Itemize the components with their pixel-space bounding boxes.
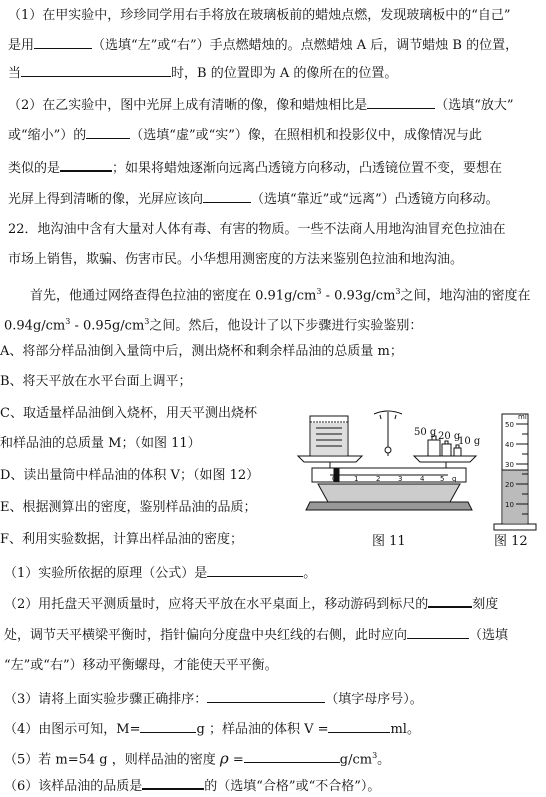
weight-label: 50 g xyxy=(414,427,437,438)
text-line: 光屏上得到清晰的像，光屏应该向 （选填“靠近”或“远离”）凸透镜方向移动。 xyxy=(8,188,499,210)
answer-blank[interactable] xyxy=(207,562,303,577)
answer-blank[interactable] xyxy=(140,718,196,733)
text-line: 当 时，B 的位置即为 A 的像所在的位置。 xyxy=(8,62,397,84)
svg-text:50: 50 xyxy=(505,421,514,429)
answer-blank[interactable] xyxy=(86,124,130,139)
step-a: A、将部分样品油倒入量筒中后，测出烧杯和剩余样品油的总质量 m； xyxy=(0,344,403,359)
measuring-cylinder-figure xyxy=(488,410,540,536)
step-c-cont: 和样品油的总质量 M；（如图 11） xyxy=(0,436,201,451)
answer-blank[interactable] xyxy=(34,34,92,49)
answer-blank[interactable] xyxy=(244,748,340,763)
question-heading: 22．地沟油中含有大量对人体有毒、有害的物质。一些不法商人用地沟油冒充色拉油在 xyxy=(8,222,506,237)
step-c: C、取适量样品油倒入烧杯，用天平测出烧杯 xyxy=(0,406,257,421)
answer-blank[interactable] xyxy=(428,592,472,608)
step-f: F、利用实验数据，计算出样品油的密度； xyxy=(0,532,244,547)
step-e: E、根据测算出的密度，鉴别样品油的品质； xyxy=(0,500,257,515)
svg-text:10: 10 xyxy=(505,501,514,509)
answer-blank[interactable] xyxy=(207,688,325,703)
question-6: （6）该样品油的品质是 的（选填“合格”或“不合格”）。 xyxy=(4,774,380,797)
answer-blank[interactable] xyxy=(367,94,435,109)
weight-label: 20 g xyxy=(438,431,461,442)
svg-text:20: 20 xyxy=(505,481,514,489)
svg-text:1: 1 xyxy=(354,475,359,483)
answer-blank[interactable] xyxy=(203,188,251,203)
figure-11-label: 图 11 xyxy=(372,534,406,549)
answer-blank[interactable] xyxy=(21,62,171,77)
question-3: （3）请将上面实验步骤正确排序： （填字母序号）。 xyxy=(4,688,423,710)
answer-blank[interactable] xyxy=(142,774,204,790)
svg-text:3: 3 xyxy=(398,475,403,483)
svg-text:2: 2 xyxy=(376,475,381,483)
step-d: D、读出量筒中样品油的体积 V；（如图 12） xyxy=(0,468,260,483)
text-line: 是用 （选填“左”或“右”）手点燃蜡烛的。点燃蜡烛 A 后，调节蜡烛 B 的位置， xyxy=(8,34,518,56)
question-2-cont: 处，调节天平横梁平衡时，指针偏向分度盘中央红线的右侧，此时应向 （选填 xyxy=(4,624,508,646)
question-4: （4）由图示可知，M= g ；样品油的体积 V = ml。 xyxy=(4,718,420,740)
text-line: $0.94g/cm^3 - 0.95g/cm^3$之间。然后，他设计了以下步骤进行实验鉴别： xyxy=(4,317,423,334)
question-2-cont: “左”或“右”）移动平衡螺母，才能使天平平衡。 xyxy=(4,658,278,673)
step-b: B、将天平放在水平台面上调平； xyxy=(0,374,192,389)
weight-10g-icon xyxy=(454,448,461,456)
question-2: （2）用托盘天平测质量时，应将天平放在水平桌面上，移动游码到标尺的 刻度 xyxy=(4,592,498,615)
text-line: 市场上销售，欺骗、伤害市民。小华想用测密度的方法来鉴别色拉油和地沟油。 xyxy=(8,252,464,267)
balance-figure xyxy=(292,406,481,526)
svg-text:0: 0 xyxy=(332,475,337,483)
text-line: 或“缩小”）的 （选填“虚”或“实”）像，在照相机和投影仪中，成像情况与此 xyxy=(8,124,482,146)
question-1: （1）实验所依据的原理（公式）是 。 xyxy=(4,562,316,584)
question-5: （5）若 m=54 g ，则样品油的密度 $\rho = g/cm^3$。 xyxy=(4,749,391,768)
svg-text:4: 4 xyxy=(420,475,425,483)
svg-text:30: 30 xyxy=(505,461,514,469)
text-line: （1）在甲实验中，珍珍同学用右手将放在玻璃板前的蜡烛点燃，发现玻璃板中的“自己” xyxy=(8,8,511,23)
figure-12-label: 图 12 xyxy=(494,534,528,549)
svg-text:g: g xyxy=(452,475,457,483)
answer-blank[interactable] xyxy=(60,156,112,172)
text-line: 类似的是 ；如果将蜡烛逐渐向远离凸透镜方向移动，凸透镜位置不变，要想在 xyxy=(8,156,502,179)
text-line: 首先，他通过网络查得色拉油的密度在 $0.91g/cm^3 - 0.93g/cm^3$之间，地沟油的密度在 xyxy=(30,287,531,304)
svg-text:ml: ml xyxy=(518,413,527,421)
answer-blank[interactable] xyxy=(407,624,469,639)
weight-50g-icon xyxy=(428,440,440,456)
answer-blank[interactable] xyxy=(328,718,390,733)
svg-text:40: 40 xyxy=(505,441,514,449)
text-line: （2）在乙实验中，图中光屏上成有清晰的像，像和蜡烛相比是 （选填“放大” xyxy=(8,94,514,116)
weight-label: 10 g xyxy=(458,436,481,447)
svg-text:5: 5 xyxy=(440,475,445,483)
weight-20g-icon xyxy=(442,444,451,456)
